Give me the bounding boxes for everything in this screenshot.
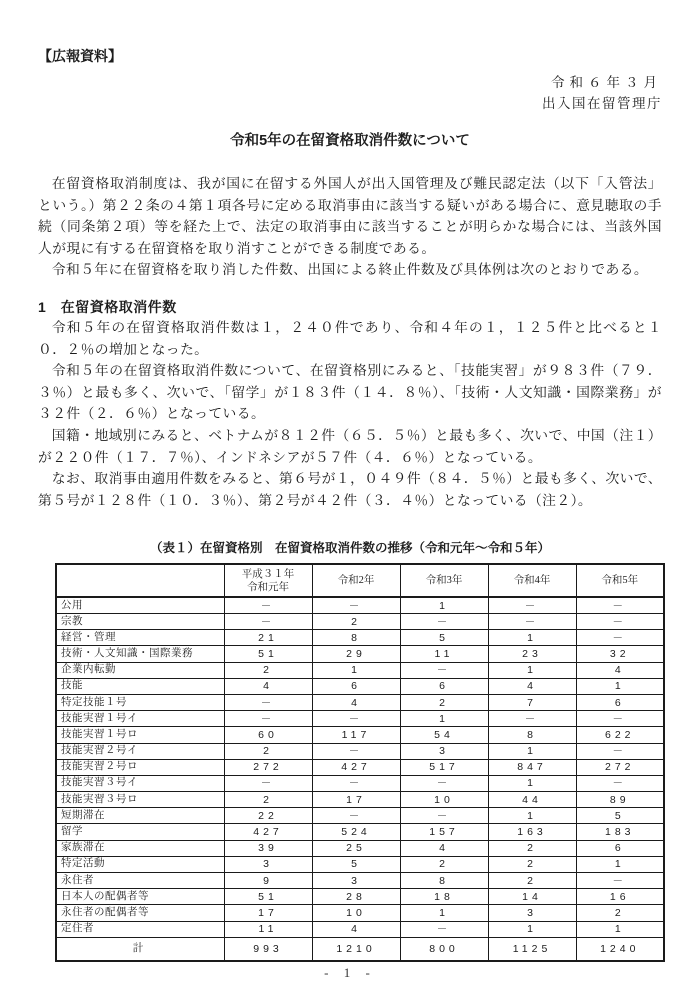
cell-value: 993: [224, 937, 312, 961]
cell-value: 1: [488, 808, 576, 824]
cell-value: 2: [488, 840, 576, 856]
cell-value: 1210: [312, 937, 400, 961]
cell-value: 1240: [576, 937, 664, 961]
row-label: 技能実習２号イ: [56, 743, 224, 759]
cell-value: －: [576, 630, 664, 646]
cell-value: 517: [400, 759, 488, 775]
revocation-table: [55, 563, 665, 962]
page-title: 令和5年の在留資格取消件数について: [230, 133, 470, 149]
cell-value: 1125: [488, 937, 576, 961]
year-column-header: 令和4年: [488, 564, 576, 597]
cell-value: －: [576, 873, 664, 889]
row-label: 技術・人文知識・国際業務: [56, 646, 224, 662]
cell-value: 8: [312, 630, 400, 646]
year-column-header: 令和5年: [576, 564, 664, 597]
cell-value: －: [400, 921, 488, 937]
cell-value: 183: [576, 824, 664, 840]
cell-value: －: [224, 614, 312, 630]
cell-value: 18: [400, 889, 488, 905]
cell-value: 2: [488, 856, 576, 872]
cell-value: －: [576, 775, 664, 791]
cell-value: 6: [576, 694, 664, 710]
cell-value: 427: [224, 824, 312, 840]
row-label: 家族滞在: [56, 840, 224, 856]
cell-value: 51: [224, 889, 312, 905]
cell-value: －: [576, 597, 664, 613]
cell-value: 51: [224, 646, 312, 662]
cell-value: 60: [224, 727, 312, 743]
table-row: [56, 694, 664, 710]
cell-value: 3: [488, 905, 576, 921]
cell-value: 847: [488, 759, 576, 775]
cell-value: 1: [488, 775, 576, 791]
row-label: 経営・管理: [56, 630, 224, 646]
cell-value: 5: [576, 808, 664, 824]
cell-value: 6: [312, 678, 400, 694]
cell-value: 272: [576, 759, 664, 775]
cell-value: 427: [312, 759, 400, 775]
cell-value: 10: [312, 905, 400, 921]
cell-value: 2: [576, 905, 664, 921]
table-row: [56, 759, 664, 775]
cell-value: 11: [224, 921, 312, 937]
row-label: 技能実習２号ロ: [56, 759, 224, 775]
table-caption: （表１）在留資格別 在留資格取消件数の推移（令和元年～令和５年）: [149, 541, 550, 556]
page-number: - 1 -: [324, 965, 376, 980]
cell-value: 1: [400, 905, 488, 921]
cell-value: －: [400, 662, 488, 678]
cell-value: －: [224, 597, 312, 613]
intro-paragraphs: [38, 173, 662, 281]
cell-value: 6: [576, 840, 664, 856]
cell-value: 54: [400, 727, 488, 743]
table-row: [56, 727, 664, 743]
cell-value: 17: [224, 905, 312, 921]
cell-value: 2: [224, 792, 312, 808]
cell-value: 3: [224, 856, 312, 872]
cell-value: 1: [488, 921, 576, 937]
cell-value: 1: [312, 662, 400, 678]
cell-value: 1: [576, 678, 664, 694]
row-label: 永住者の配偶者等: [56, 905, 224, 921]
section1-heading: 1 在留資格取消件数: [38, 298, 177, 315]
table-row: [56, 856, 664, 872]
row-label: 日本人の配偶者等: [56, 889, 224, 905]
cell-value: 23: [488, 646, 576, 662]
cell-value: 1: [488, 743, 576, 759]
cell-value: －: [224, 775, 312, 791]
cell-value: 29: [312, 646, 400, 662]
cell-value: 4: [312, 694, 400, 710]
cell-value: 800: [400, 937, 488, 961]
cell-value: －: [312, 775, 400, 791]
cell-value: －: [488, 614, 576, 630]
row-label: 技能実習３号イ: [56, 775, 224, 791]
cell-value: 22: [224, 808, 312, 824]
row-label: 特定活動: [56, 856, 224, 872]
cell-value: 117: [312, 727, 400, 743]
cell-value: －: [224, 694, 312, 710]
cell-value: 1: [576, 856, 664, 872]
table-row: [56, 775, 664, 791]
year-column-header: 令和2年: [312, 564, 400, 597]
row-label: 技能実習１号ロ: [56, 727, 224, 743]
table-row: [56, 743, 664, 759]
table-row: [56, 597, 664, 613]
table-row: [56, 662, 664, 678]
cell-value: 39: [224, 840, 312, 856]
cell-value: 4: [400, 840, 488, 856]
corner-cell: [56, 564, 224, 597]
cell-value: －: [312, 711, 400, 727]
cell-value: －: [576, 711, 664, 727]
table-header-row: [56, 564, 664, 597]
table-row: [56, 824, 664, 840]
table-row: [56, 889, 664, 905]
cell-value: 5: [400, 630, 488, 646]
cell-value: －: [488, 711, 576, 727]
section1-paragraph-4: なお、取消事由適用件数をみると、第６号が１，０４９件（８４．５％）と最も多く、次いで、第５号が１２８件（１０．３％）、第２号が４２件（３．４％）となっている（注２）。: [38, 471, 662, 508]
table-row: [56, 678, 664, 694]
cell-value: 1: [400, 597, 488, 613]
table-row: [56, 808, 664, 824]
cell-value: 14: [488, 889, 576, 905]
section1-paragraph-3: 国籍・地域別にみると、ベトナムが８１２件（６５．５％）と最も多く、次いで、中国（注１）が２２０件（１７．７％）、インドネシアが５７件（４．６％）となっている。: [38, 427, 662, 465]
table-row: [56, 630, 664, 646]
cell-value: 4: [576, 662, 664, 678]
row-label: 技能実習１号イ: [56, 711, 224, 727]
doc-agency: 出入国在留管理庁: [542, 96, 662, 111]
table-row: [56, 792, 664, 808]
row-label: 短期滞在: [56, 808, 224, 824]
table-row: [56, 873, 664, 889]
cell-value: 4: [488, 678, 576, 694]
table-row: [56, 711, 664, 727]
cell-value: 21: [224, 630, 312, 646]
section1-paragraph-2: 令和５年の在留資格取消件数について、在留資格別にみると、「技能実習」が９８３件（７９．３％）と最も多く、次いで、「留学」が１８３件（１４．８％）、「技術・人文知識・国際業務」が３２件（２．６％）となっている。: [38, 363, 662, 422]
cell-value: 5: [312, 856, 400, 872]
cell-value: －: [312, 808, 400, 824]
doc-meta: [38, 72, 662, 114]
cell-value: －: [488, 597, 576, 613]
table-total-row: [56, 937, 664, 961]
cell-value: 2: [488, 873, 576, 889]
cell-value: 2: [400, 694, 488, 710]
cell-value: 2: [224, 743, 312, 759]
cell-value: 16: [576, 889, 664, 905]
row-label: 永住者: [56, 873, 224, 889]
cell-value: －: [312, 597, 400, 613]
cell-value: 4: [224, 678, 312, 694]
cell-value: 10: [400, 792, 488, 808]
cell-value: 2: [224, 662, 312, 678]
cell-value: －: [576, 743, 664, 759]
row-label: 特定技能１号: [56, 694, 224, 710]
section1-paragraphs: [38, 317, 662, 511]
cell-value: 163: [488, 824, 576, 840]
row-label: 計: [56, 937, 224, 961]
table-row: [56, 646, 664, 662]
cell-value: 272: [224, 759, 312, 775]
row-label: 企業内転勤: [56, 662, 224, 678]
cell-value: －: [400, 614, 488, 630]
cell-value: 622: [576, 727, 664, 743]
cell-value: 44: [488, 792, 576, 808]
cell-value: 17: [312, 792, 400, 808]
cell-value: 7: [488, 694, 576, 710]
doc-tag: 【広報資料】: [38, 48, 122, 64]
cell-value: 1: [400, 711, 488, 727]
year-column-header: 平成３１年 令和元年: [224, 564, 312, 597]
cell-value: 9: [224, 873, 312, 889]
cell-value: 32: [576, 646, 664, 662]
row-label: 技能: [56, 678, 224, 694]
row-label: 宗教: [56, 614, 224, 630]
table-row: [56, 921, 664, 937]
cell-value: 6: [400, 678, 488, 694]
cell-value: －: [400, 775, 488, 791]
cell-value: 25: [312, 840, 400, 856]
row-label: 定住者: [56, 921, 224, 937]
cell-value: 524: [312, 824, 400, 840]
row-label: 公用: [56, 597, 224, 613]
section1-paragraph-1: 令和５年の在留資格取消件数は１，２４０件であり、令和４年の１，１２５件と比べると１０．２％の増加となった。: [38, 319, 662, 357]
cell-value: －: [400, 808, 488, 824]
cell-value: 89: [576, 792, 664, 808]
cell-value: 8: [400, 873, 488, 889]
intro-paragraph-1: 在留資格取消制度は、我が国に在留する外国人が出入国管理及び難民認定法（以下「入管法」という。）第２２条の４第１項各号に定める取消事由に該当する疑いがある場合に、意見聴取の手続（同条第２項）等を経た上で、法定の取消事由に該当することが明らかな場合には、当該外国人が現に有する在留資格を取り消すことができる制度である。: [38, 176, 662, 256]
cell-value: 1: [488, 662, 576, 678]
cell-value: 8: [488, 727, 576, 743]
table-row: [56, 905, 664, 921]
cell-value: 2: [312, 614, 400, 630]
cell-value: 1: [488, 630, 576, 646]
cell-value: 28: [312, 889, 400, 905]
cell-value: －: [224, 711, 312, 727]
row-label: 技能実習３号ロ: [56, 792, 224, 808]
intro-paragraph-2: 令和５年に在留資格を取り消した件数、出国による終止件数及び具体例は次のとおりである。: [51, 262, 649, 278]
cell-value: 1: [576, 921, 664, 937]
cell-value: 157: [400, 824, 488, 840]
cell-value: 11: [400, 646, 488, 662]
row-label: 留学: [56, 824, 224, 840]
table-row: [56, 614, 664, 630]
cell-value: －: [312, 743, 400, 759]
cell-value: 4: [312, 921, 400, 937]
table-row: [56, 840, 664, 856]
doc-date: 令和６年３月: [551, 75, 662, 90]
cell-value: 3: [400, 743, 488, 759]
year-column-header: 令和3年: [400, 564, 488, 597]
cell-value: 3: [312, 873, 400, 889]
cell-value: 2: [400, 856, 488, 872]
cell-value: －: [576, 614, 664, 630]
table-body: [56, 597, 664, 961]
